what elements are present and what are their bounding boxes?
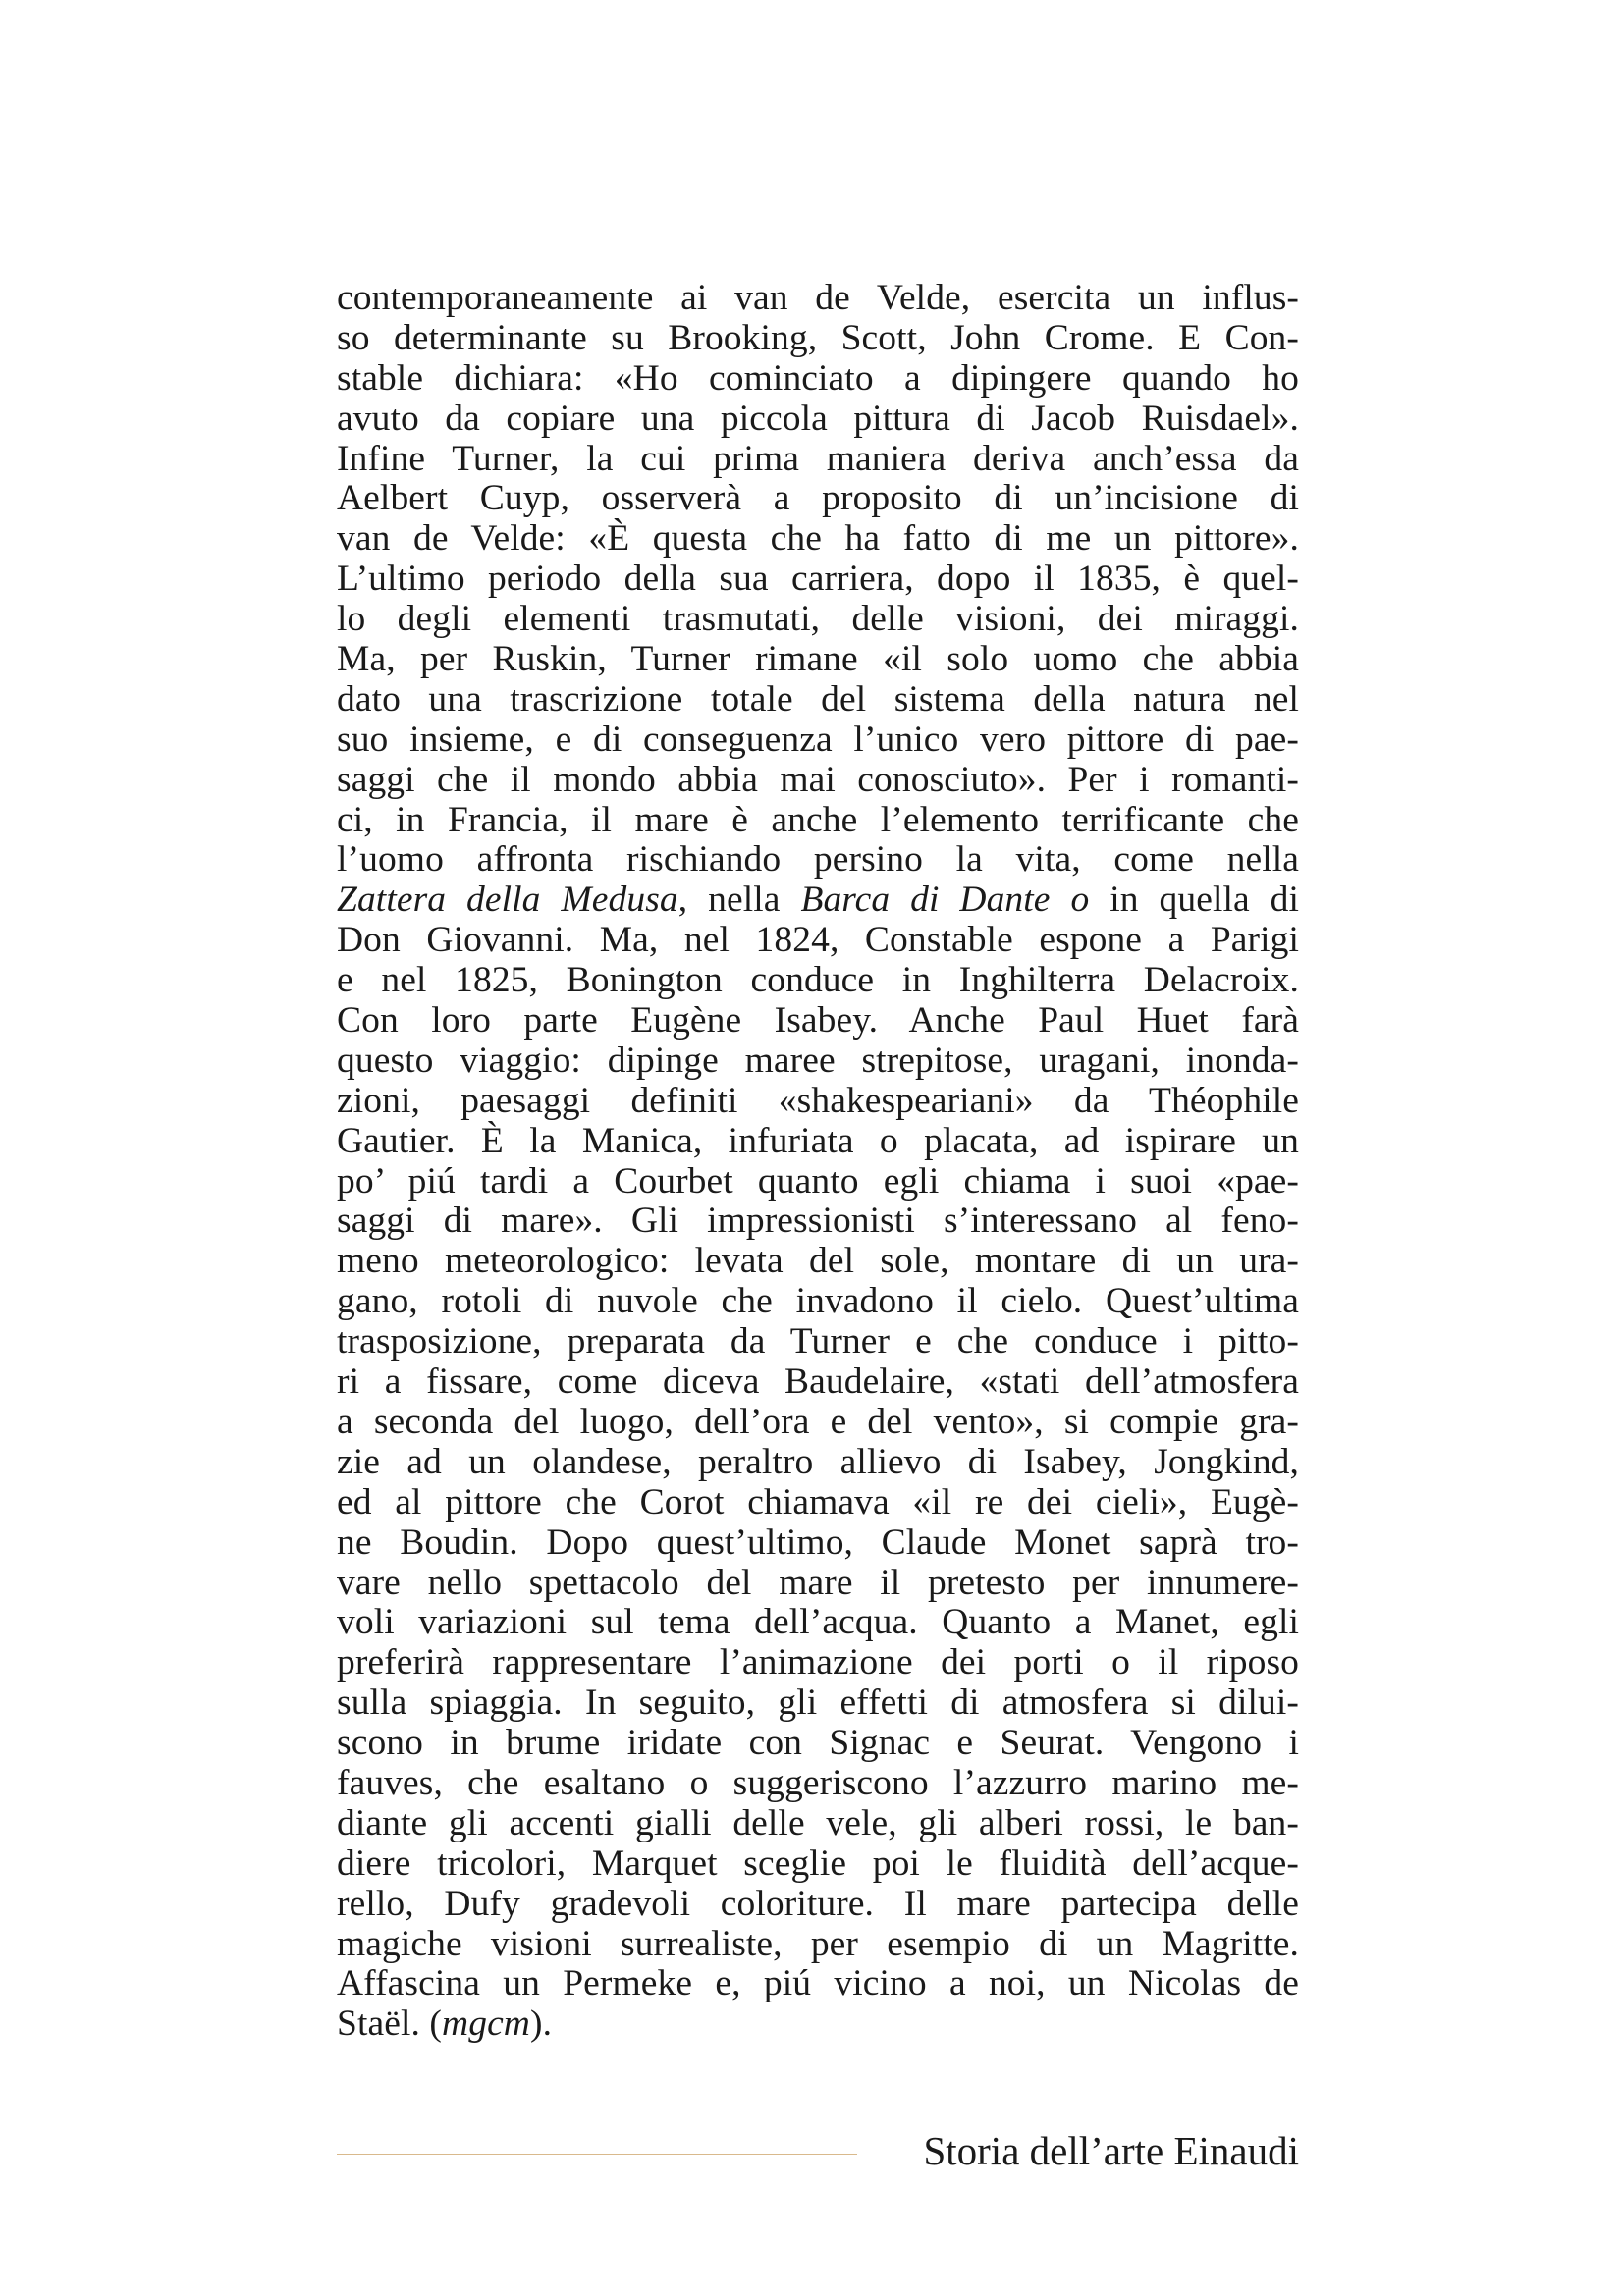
- text-line: [337, 1683, 1299, 1724]
- text-run: avuto da copiare una piccola pittura di Jacob Ruisdael».: [337, 398, 1299, 439]
- text-run: diere tricolori, Marquet sceglie poi le fluidità dell’acque-: [337, 1842, 1299, 1884]
- text-line: [337, 921, 1299, 961]
- text-run: e nel 1825, Bonington conduce in Inghilterra Delacroix.: [337, 960, 1299, 1001]
- text-line: [337, 1925, 1299, 1965]
- text-run: diante gli accenti gialli delle vele, gli alberi rossi, le ban-: [337, 1802, 1299, 1843]
- text-run: Con loro parte Eugène Isabey. Anche Paul Huet farà: [337, 1000, 1299, 1041]
- text-run: saggi di mare». Gli impressionisti s’interessano al feno-: [337, 1201, 1299, 1242]
- text-run: , nella: [677, 880, 801, 921]
- body-text: [337, 279, 1299, 2045]
- text-line: [337, 1603, 1299, 1643]
- text-run: saggi che il mondo abbia mai conosciuto». Per i romanti-: [337, 759, 1299, 800]
- text-line: [337, 1564, 1299, 1604]
- footer-rule: [337, 2154, 857, 2155]
- text-run: zioni, paesaggi definiti «shakespeariani» da Théophile: [337, 1080, 1299, 1121]
- text-run: meno meteorologico: levata del sole, montare di un ura-: [337, 1241, 1299, 1282]
- text-run: contemporaneamente ai van de Velde, esercita un influs-: [337, 278, 1299, 318]
- text-run: ).: [530, 2003, 553, 2045]
- italic-text: Barca di Dante o: [800, 880, 1090, 921]
- text-line: [337, 479, 1299, 519]
- text-run: sulla spiaggia. In seguito, gli effetti di atmosfera si dilui-: [337, 1682, 1299, 1724]
- text-line: [337, 1403, 1299, 1443]
- text-run: van de Velde: «È questa che ha fatto di me un pittore».: [337, 518, 1299, 560]
- text-run: so determinante su Brooking, Scott, John Crome. E Con-: [337, 317, 1299, 358]
- text-line: [337, 1804, 1299, 1844]
- text-line: [337, 319, 1299, 359]
- text-line: [337, 640, 1299, 680]
- text-line: [337, 1282, 1299, 1322]
- text-run: Staël. (: [337, 2003, 443, 2045]
- text-run: po’ piú tardi a Courbet quanto egli chiama i suoi «pae-: [337, 1160, 1299, 1201]
- text-line: [337, 2004, 1299, 2045]
- text-line: [337, 721, 1299, 761]
- text-line: [337, 1162, 1299, 1202]
- text-line: [337, 1443, 1299, 1483]
- text-line: [337, 440, 1299, 480]
- text-line: [337, 359, 1299, 400]
- text-line: [337, 1122, 1299, 1162]
- text-line: [337, 1483, 1299, 1523]
- text-run: ci, in Francia, il mare è anche l’elemento terrificante che: [337, 799, 1299, 840]
- text-line: [337, 840, 1299, 881]
- text-line: [337, 519, 1299, 560]
- text-line: [337, 279, 1299, 319]
- text-line: [337, 1724, 1299, 1764]
- italic-text: Zattera della Medusa: [337, 880, 678, 921]
- text-run: Ma, per Ruskin, Turner rimane «il solo uomo che abbia: [337, 639, 1299, 680]
- footer-title: Storia dell’arte Einaudi: [923, 2128, 1299, 2173]
- text-line: [337, 801, 1299, 841]
- text-line: [337, 1523, 1299, 1564]
- text-run: dato una trascrizione totale del sistema della natura nel: [337, 678, 1299, 720]
- text-line: [337, 560, 1299, 600]
- text-run: L’ultimo periodo della sua carriera, dopo il 1835, è quel-: [337, 559, 1299, 600]
- text-run: stable dichiara: «Ho cominciato a dipingere quando ho: [337, 357, 1299, 399]
- text-line: [337, 1844, 1299, 1885]
- text-run: scono in brume iridate con Signac e Seurat. Vengono i: [337, 1723, 1299, 1764]
- text-run: preferirà rappresentare l’animazione dei porti o il riposo: [337, 1642, 1299, 1683]
- text-run: lo degli elementi trasmutati, delle visioni, dei miraggi.: [337, 599, 1299, 640]
- text-line: [337, 1242, 1299, 1282]
- text-run: Aelbert Cuyp, osserverà a proposito di un’incisione di: [337, 478, 1299, 519]
- text-line: [337, 680, 1299, 721]
- text-run: gano, rotoli di nuvole che invadono il cielo. Quest’ultima: [337, 1281, 1299, 1322]
- text-line: [337, 1041, 1299, 1082]
- text-run: magiche visioni surrealiste, per esempio di un Magritte.: [337, 1923, 1299, 1964]
- text-line: [337, 881, 1299, 921]
- text-run: ed al pittore che Corot chiamava «il re dei cieli», Eugè-: [337, 1481, 1299, 1522]
- text-run: zie ad un olandese, peraltro allievo di Isabey, Jongkind,: [337, 1441, 1299, 1482]
- text-run: ri a fissare, come diceva Baudelaire, «stati dell’atmosfera: [337, 1362, 1299, 1403]
- text-run: rello, Dufy gradevoli coloriture. Il mare partecipa delle: [337, 1883, 1299, 1924]
- text-run: questo viaggio: dipinge maree strepitose, uragani, inonda-: [337, 1040, 1299, 1081]
- italic-text: mgcm: [442, 2003, 530, 2045]
- text-run: trasposizione, preparata da Turner e che conduce i pitto-: [337, 1321, 1299, 1362]
- text-line: [337, 1764, 1299, 1804]
- text-run: Gautier. È la Manica, infuriata o placata, ad ispirare un: [337, 1120, 1299, 1161]
- text-line: [337, 961, 1299, 1001]
- text-run: fauves, che esaltano o suggeriscono l’azzurro marino me-: [337, 1762, 1299, 1803]
- text-line: [337, 1964, 1299, 2004]
- text-line: [337, 600, 1299, 640]
- text-run: a seconda del luogo, dell’ora e del vento», si compie gra-: [337, 1401, 1299, 1442]
- text-line: [337, 1201, 1299, 1242]
- text-line: [337, 761, 1299, 801]
- text-run: suo insieme, e di conseguenza l’unico vero pittore di pae-: [337, 719, 1299, 760]
- text-run: ne Boudin. Dopo quest’ultimo, Claude Monet saprà tro-: [337, 1522, 1299, 1563]
- text-line: [337, 1322, 1299, 1362]
- text-run: Infine Turner, la cui prima maniera deriva anch’essa da: [337, 438, 1299, 479]
- text-run: vare nello spettacolo del mare il pretesto per innumere-: [337, 1562, 1299, 1603]
- text-line: [337, 1001, 1299, 1041]
- text-line: [337, 400, 1299, 440]
- text-run: l’uomo affronta rischiando persino la vita, come nella: [337, 839, 1299, 881]
- text-line: [337, 1082, 1299, 1122]
- text-run: Don Giovanni. Ma, nel 1824, Constable espone a Parigi: [337, 920, 1299, 961]
- text-line: [337, 1885, 1299, 1925]
- text-run: voli variazioni sul tema dell’acqua. Quanto a Manet, egli: [337, 1602, 1299, 1643]
- text-run: Affascina un Permeke e, piú vicino a noi, un Nicolas de: [337, 1963, 1299, 2004]
- text-line: [337, 1362, 1299, 1403]
- text-run: in quella di: [1089, 880, 1300, 921]
- text-line: [337, 1643, 1299, 1683]
